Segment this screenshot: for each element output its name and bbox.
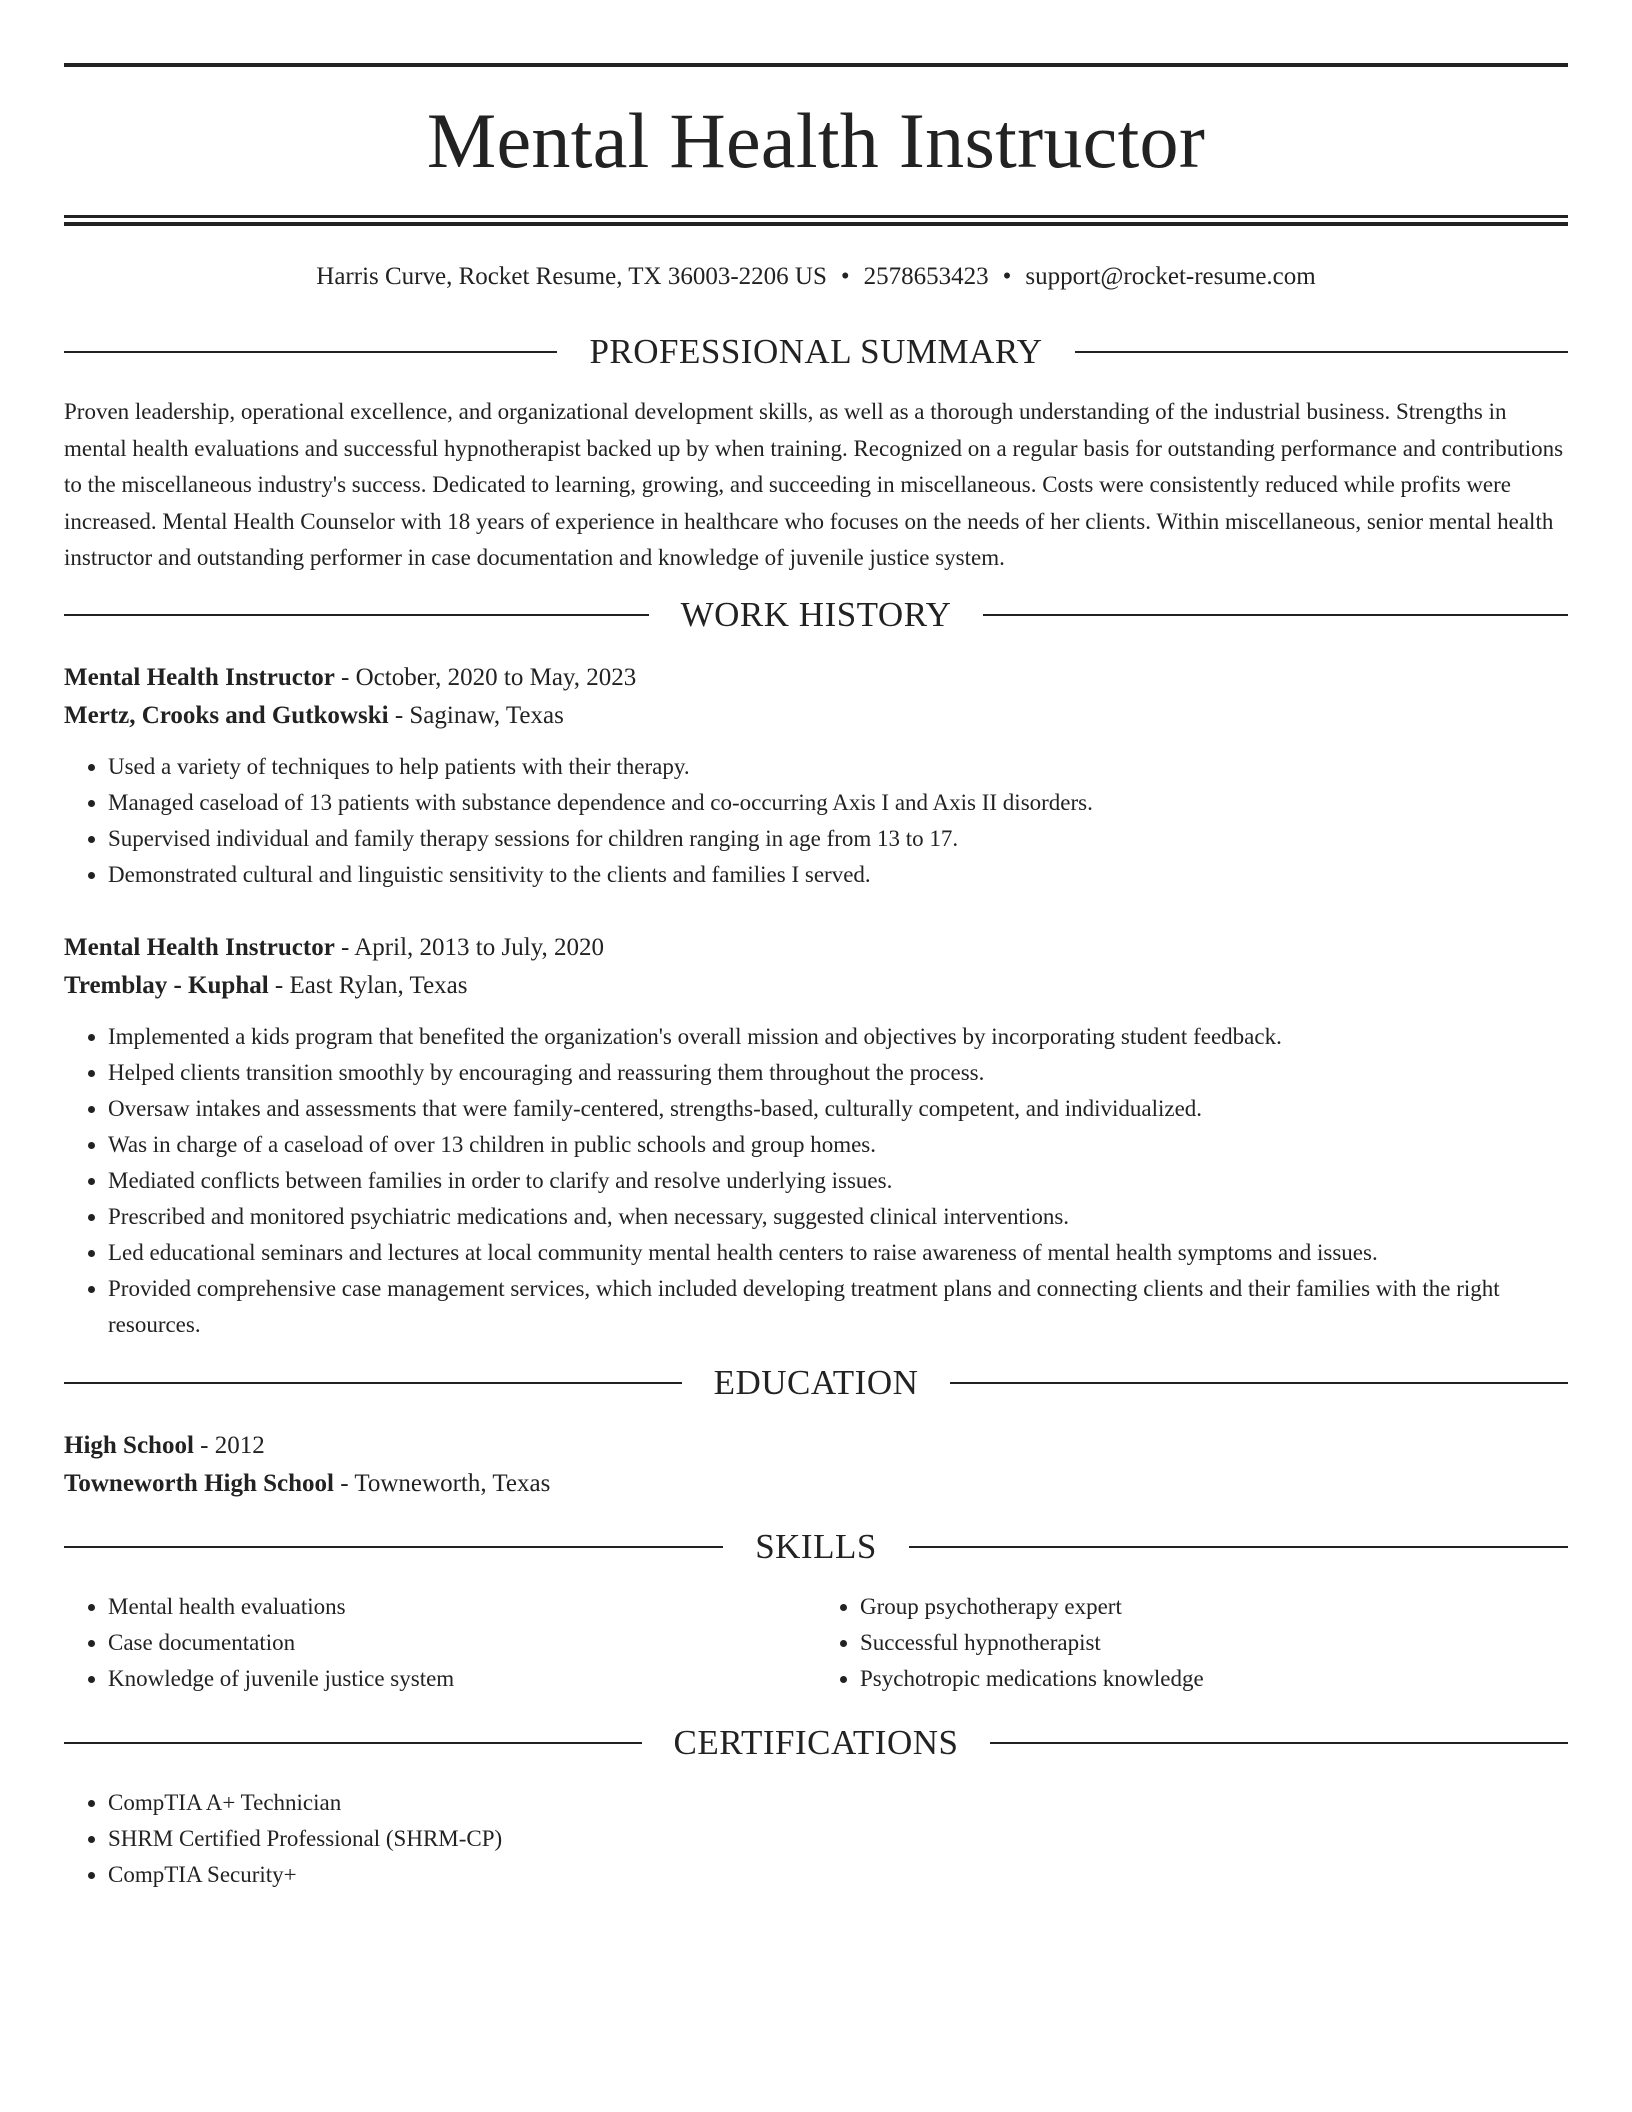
skills-section-header (64, 1527, 1568, 1567)
summary-section-header (64, 332, 1568, 372)
education-school-line (64, 1465, 1568, 1503)
section-rule (950, 1382, 1568, 1384)
job-company-line (64, 967, 1568, 1005)
list-item: • Implemented a kids program that benefited the organization's overall mission and objectives by incorporating student feedback. (108, 1019, 1568, 1055)
job-title: Mental Health Instructor (64, 933, 335, 961)
skills-list-left (64, 1589, 816, 1697)
section-rule (983, 614, 1568, 616)
skills-heading: SKILLS (755, 1526, 877, 1566)
skills-grid (64, 1589, 1568, 1697)
job-bullets (64, 1019, 1568, 1343)
education-school: Towneworth High School (64, 1469, 334, 1497)
education-entry (64, 1427, 1568, 1503)
certification-item: • CompTIA Security+ (108, 1857, 1568, 1893)
contact-separator: • (840, 263, 850, 290)
section-rule (1075, 351, 1568, 353)
list-item: • Provided comprehensive case management services, which included developing treatment plans and connecting clients and their families with the right resources. (108, 1271, 1568, 1343)
job-entry (64, 659, 1568, 893)
contact-line (64, 260, 1568, 294)
job-location: - East Rylan, Texas (268, 971, 468, 999)
education-heading: EDUCATION (713, 1362, 919, 1402)
section-rule (64, 1382, 682, 1384)
list-item: • Used a variety of techniques to help patients with their therapy. (108, 749, 1568, 785)
section-rule (64, 614, 649, 616)
section-rule (990, 1742, 1568, 1744)
section-rule (64, 351, 557, 353)
job-entry (64, 929, 1568, 1343)
list-item: • Mediated conflicts between families in order to clarify and resolve underlying issues. (108, 1163, 1568, 1199)
job-location: - Saginaw, Texas (388, 701, 564, 729)
education-section-header (64, 1363, 1568, 1403)
summary-heading: PROFESSIONAL SUMMARY (589, 332, 1043, 371)
list-item: • Demonstrated cultural and linguistic sensitivity to the clients and families I served. (108, 857, 1568, 893)
job-title-line (64, 929, 1568, 967)
skills-list-right (816, 1589, 1568, 1697)
certifications-heading: CERTIFICATIONS (673, 1722, 959, 1762)
education-degree-line (64, 1427, 1568, 1465)
work-section-header (64, 595, 1568, 635)
education-location: - Towneworth, Texas (333, 1469, 551, 1497)
resume-title: Mental Health Instructor (426, 97, 1206, 184)
list-item: • Was in charge of a caseload of over 13 children in public schools and group homes. (108, 1127, 1568, 1163)
skill-item: • Successful hypnotherapist (860, 1625, 1568, 1661)
list-item: • Managed caseload of 13 patients with substance dependence and co-occurring Axis I and Axis II disorders. (108, 785, 1568, 821)
list-item: • Prescribed and monitored psychiatric medications and, when necessary, suggested clinical interventions. (108, 1199, 1568, 1235)
list-item: • Supervised individual and family therapy sessions for children ranging in age from 13 to 17. (108, 821, 1568, 857)
job-dates: - October, 2020 to May, 2023 (334, 663, 637, 691)
resume-page (64, 0, 1568, 1893)
skill-item: • Case documentation (108, 1625, 816, 1661)
title-double-rule (64, 215, 1568, 226)
certifications-section-header (64, 1723, 1568, 1763)
job-company-line (64, 697, 1568, 735)
summary-text: Proven leadership, operational excellence, and organizational development skills, as well as a thorough understanding of the industrial business. Strengths in mental health evaluations and successful hypnotherapist backed up by when training. Recognized on a regular basis for outstanding performance and contributions to the miscellaneous industry's success. Dedicated to learning, growing, and succeeding in miscellaneous. Costs were consistently reduced while profits were increased. Mental Health Counselor with 18 years of experience in healthcare who focuses on the needs of her clients. Within miscellaneous, senior mental health instructor and outstanding performer in case documentation and knowledge of juvenile justice system. (64, 399, 1564, 570)
list-item: • Helped clients transition smoothly by encouraging and reassuring them throughout the process. (108, 1055, 1568, 1091)
certification-item: • CompTIA A+ Technician (108, 1785, 1568, 1821)
job-title-line (64, 659, 1568, 697)
contact-separator: • (1002, 263, 1012, 290)
contact-email: support@rocket-resume.com (1025, 263, 1316, 290)
work-heading: WORK HISTORY (680, 594, 952, 634)
contact-address: Harris Curve, Rocket Resume, TX 36003-2206 US (316, 263, 827, 290)
list-item: • Oversaw intakes and assessments that were family-centered, strengths-based, culturally competent, and individualized. (108, 1091, 1568, 1127)
top-rule (64, 63, 1568, 67)
education-year: - 2012 (193, 1431, 265, 1459)
job-bullets (64, 749, 1568, 893)
certifications-list (64, 1785, 1568, 1893)
skill-item: • Psychotropic medications knowledge (860, 1661, 1568, 1697)
job-title: Mental Health Instructor (64, 663, 335, 691)
contact-phone: 2578653423 (863, 263, 989, 290)
education-degree: High School (64, 1431, 194, 1459)
job-company: Mertz, Crooks and Gutkowski (64, 701, 389, 729)
job-dates: - April, 2013 to July, 2020 (334, 933, 605, 961)
skill-item: • Mental health evaluations (108, 1589, 816, 1625)
certification-item: • SHRM Certified Professional (SHRM-CP) (108, 1821, 1568, 1857)
list-item: • Led educational seminars and lectures at local community mental health centers to raise awareness of mental health symptoms and issues. (108, 1235, 1568, 1271)
skill-item: • Knowledge of juvenile justice system (108, 1661, 816, 1697)
section-rule (64, 1546, 723, 1548)
section-rule (64, 1742, 642, 1744)
job-company: Tremblay - Kuphal (64, 971, 269, 999)
skill-item: • Group psychotherapy expert (860, 1589, 1568, 1625)
section-rule (909, 1546, 1568, 1548)
